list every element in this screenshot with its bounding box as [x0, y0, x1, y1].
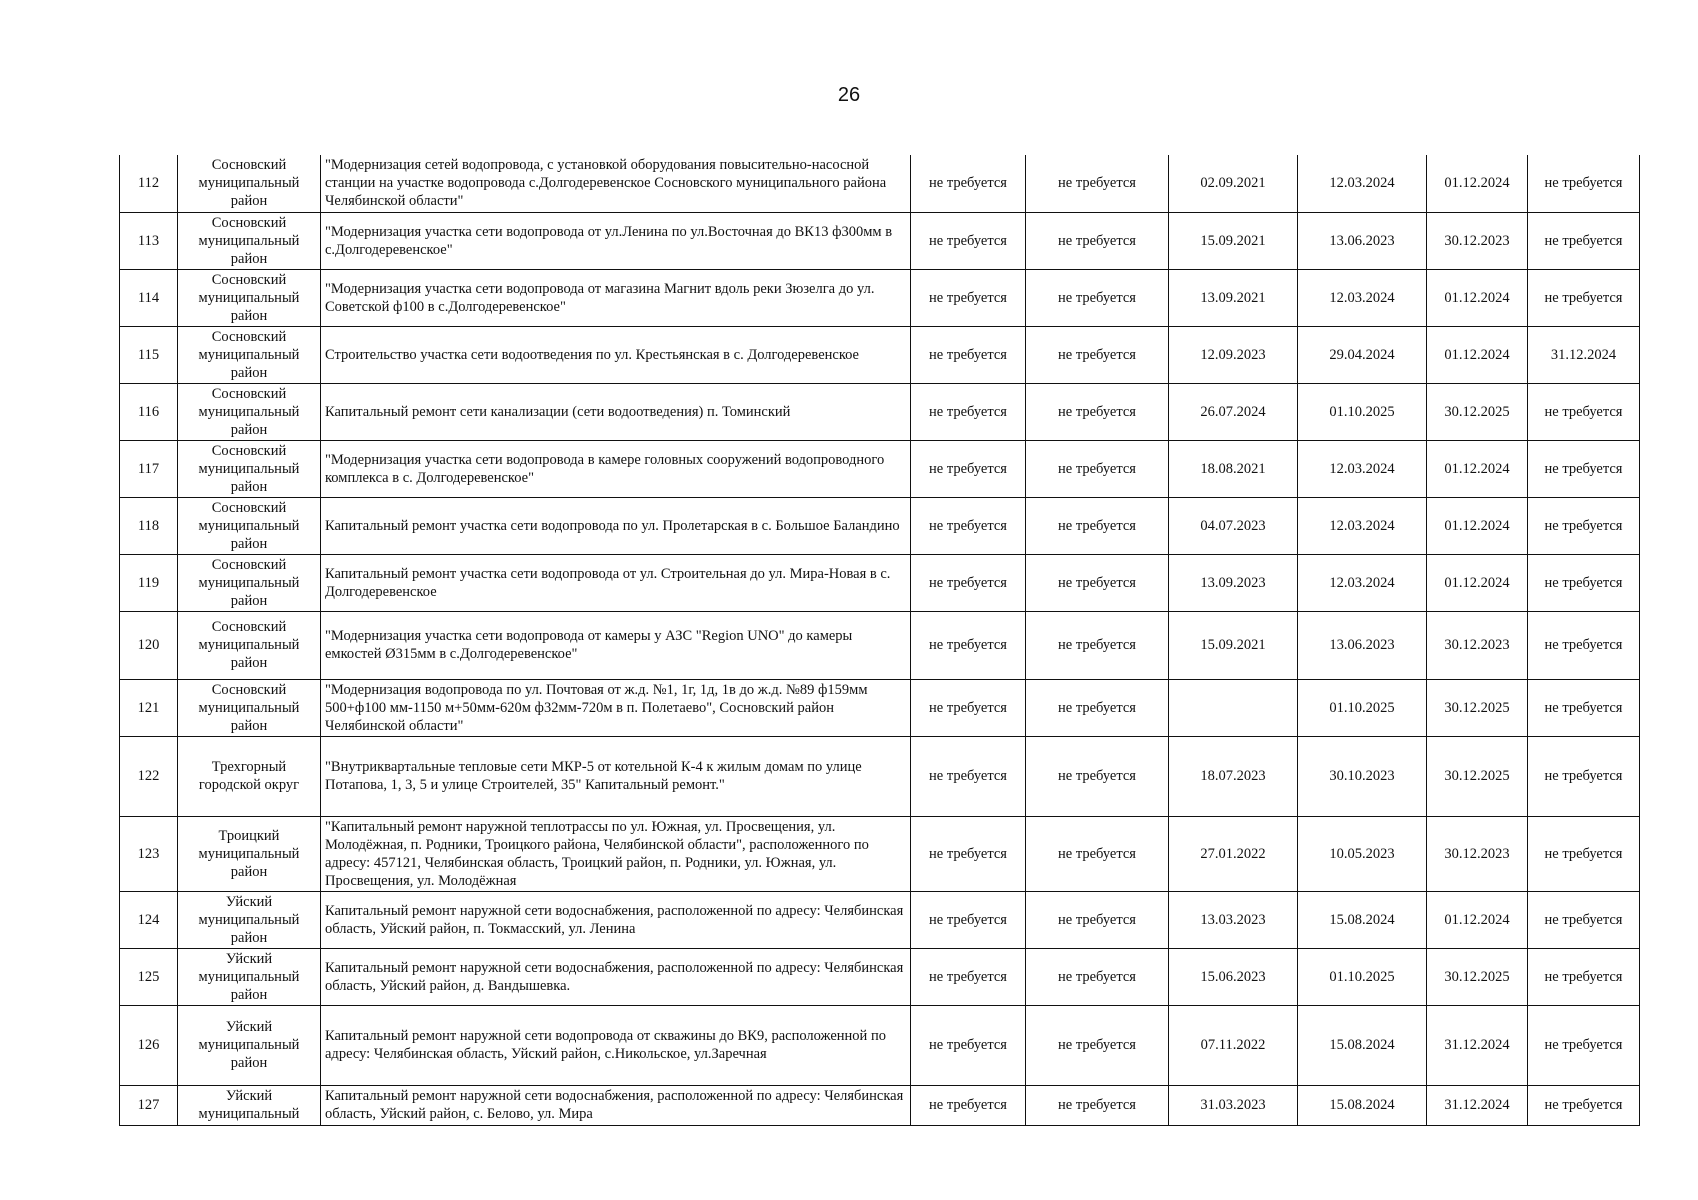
- description-cell: Капитальный ремонт наружной сети водопровода от скважины до ВК9, расположенной по адресу: Челябинская область, Уйский район, с.Никольское, ул.Заречная: [321, 1005, 911, 1085]
- date-cell-1: 26.07.2024: [1169, 383, 1298, 440]
- date-cell-2: 12.03.2024: [1298, 269, 1427, 326]
- date-cell-1: [1169, 679, 1298, 736]
- description-cell: "Капитальный ремонт наружной теплотрассы по ул. Южная, ул. Просвещения, ул. Молодёжная, п. Родники, Троицкого района, Челябинской области", расположенного по адресу: 457121, Челябинская область, Троицкий район, п. Родники, ул. Южная, ул. Просвещения, ул. Молодёжная: [321, 816, 911, 891]
- district-cell: Уйский муниципальный район: [178, 948, 321, 1005]
- district-cell: Сосновский муниципальный район: [178, 155, 321, 212]
- requirement-cell-2: не требуется: [1026, 948, 1169, 1005]
- table-row: [120, 736, 1640, 816]
- date-cell-3: 01.12.2024: [1427, 497, 1528, 554]
- date-cell-3: 30.12.2023: [1427, 816, 1528, 891]
- last-cell: не требуется: [1528, 736, 1640, 816]
- row-number: 117: [120, 440, 178, 497]
- table-row: [120, 326, 1640, 383]
- row-number: 127: [120, 1085, 178, 1125]
- page-number: 26: [837, 84, 861, 106]
- date-cell-2: 01.10.2025: [1298, 948, 1427, 1005]
- date-cell-3: 30.12.2025: [1427, 679, 1528, 736]
- last-cell: не требуется: [1528, 383, 1640, 440]
- district-cell: Сосновский муниципальный район: [178, 611, 321, 679]
- requirement-cell-2: не требуется: [1026, 816, 1169, 891]
- date-cell-1: 12.09.2023: [1169, 326, 1298, 383]
- last-cell: не требуется: [1528, 155, 1640, 212]
- requirement-cell-2: не требуется: [1026, 155, 1169, 212]
- date-cell-2: 12.03.2024: [1298, 155, 1427, 212]
- last-cell: не требуется: [1528, 611, 1640, 679]
- table-row: [120, 497, 1640, 554]
- requirement-cell-1: не требуется: [911, 554, 1026, 611]
- requirement-cell-1: не требуется: [911, 891, 1026, 948]
- requirement-cell-1: не требуется: [911, 816, 1026, 891]
- date-cell-3: 30.12.2025: [1427, 383, 1528, 440]
- row-number: 113: [120, 212, 178, 269]
- date-cell-2: 15.08.2024: [1298, 891, 1427, 948]
- table-row: [120, 155, 1640, 212]
- last-cell: не требуется: [1528, 497, 1640, 554]
- date-cell-3: 01.12.2024: [1427, 155, 1528, 212]
- row-number: 125: [120, 948, 178, 1005]
- description-cell: "Модернизация участка сети водопровода от магазина Магнит вдоль реки Зюзелга до ул. Советской ф100 в с.Долгодеревенское": [321, 269, 911, 326]
- requirement-cell-1: не требуется: [911, 1085, 1026, 1125]
- requirement-cell-2: не требуется: [1026, 891, 1169, 948]
- date-cell-3: 01.12.2024: [1427, 554, 1528, 611]
- last-cell: не требуется: [1528, 269, 1640, 326]
- date-cell-3: 30.12.2025: [1427, 736, 1528, 816]
- district-cell: Сосновский муниципальный район: [178, 212, 321, 269]
- date-cell-1: 15.09.2021: [1169, 212, 1298, 269]
- requirement-cell-1: не требуется: [911, 440, 1026, 497]
- requirement-cell-2: не требуется: [1026, 1085, 1169, 1125]
- row-number: 121: [120, 679, 178, 736]
- row-number: 122: [120, 736, 178, 816]
- table-row: [120, 1085, 1640, 1125]
- requirement-cell-1: не требуется: [911, 383, 1026, 440]
- requirement-cell-1: не требуется: [911, 1005, 1026, 1085]
- date-cell-2: 01.10.2025: [1298, 383, 1427, 440]
- requirement-cell-1: не требуется: [911, 269, 1026, 326]
- last-cell: 31.12.2024: [1528, 326, 1640, 383]
- district-cell: Трехгорный городской округ: [178, 736, 321, 816]
- table-row: [120, 816, 1640, 891]
- district-cell: Уйский муниципальный район: [178, 1005, 321, 1085]
- table-row: [120, 440, 1640, 497]
- requirement-cell-2: не требуется: [1026, 497, 1169, 554]
- district-cell: Сосновский муниципальный район: [178, 497, 321, 554]
- table-row: [120, 611, 1640, 679]
- description-cell: Капитальный ремонт наружной сети водоснабжения, расположенной по адресу: Челябинская область, Уйский район, д. Вандышевка.: [321, 948, 911, 1005]
- table-row: [120, 948, 1640, 1005]
- description-cell: Капитальный ремонт наружной сети водоснабжения, расположенной по адресу: Челябинская область, Уйский район, п. Токмасский, ул. Ленина: [321, 891, 911, 948]
- description-cell: "Внутриквартальные тепловые сети МКР-5 от котельной К-4 к жилым домам по улице Потапова, 1, 3, 5 и улице Строителей, 35" Капитальный ремонт.": [321, 736, 911, 816]
- requirement-cell-2: не требуется: [1026, 554, 1169, 611]
- date-cell-3: 30.12.2025: [1427, 948, 1528, 1005]
- table-row: [120, 554, 1640, 611]
- last-cell: не требуется: [1528, 212, 1640, 269]
- district-cell: Сосновский муниципальный район: [178, 269, 321, 326]
- date-cell-2: 15.08.2024: [1298, 1005, 1427, 1085]
- district-cell: Сосновский муниципальный район: [178, 679, 321, 736]
- row-number: 118: [120, 497, 178, 554]
- row-number: 126: [120, 1005, 178, 1085]
- row-number: 119: [120, 554, 178, 611]
- date-cell-3: 01.12.2024: [1427, 269, 1528, 326]
- table-row: [120, 891, 1640, 948]
- description-cell: Строительство участка сети водоотведения по ул. Крестьянская в с. Долгодеревенское: [321, 326, 911, 383]
- date-cell-2: 12.03.2024: [1298, 554, 1427, 611]
- last-cell: не требуется: [1528, 554, 1640, 611]
- date-cell-1: 31.03.2023: [1169, 1085, 1298, 1125]
- date-cell-2: 15.08.2024: [1298, 1085, 1427, 1125]
- district-cell: Троицкий муниципальный район: [178, 816, 321, 891]
- row-number: 120: [120, 611, 178, 679]
- requirement-cell-2: не требуется: [1026, 611, 1169, 679]
- date-cell-1: 13.09.2023: [1169, 554, 1298, 611]
- date-cell-1: 18.08.2021: [1169, 440, 1298, 497]
- date-cell-2: 13.06.2023: [1298, 611, 1427, 679]
- description-cell: Капитальный ремонт участка сети водопровода по ул. Пролетарская в с. Большое Баландино: [321, 497, 911, 554]
- requirement-cell-1: не требуется: [911, 212, 1026, 269]
- row-number: 116: [120, 383, 178, 440]
- date-cell-1: 13.09.2021: [1169, 269, 1298, 326]
- requirement-cell-1: не требуется: [911, 679, 1026, 736]
- requirement-cell-2: не требуется: [1026, 383, 1169, 440]
- requirement-cell-2: не требуется: [1026, 679, 1169, 736]
- district-cell: Уйский муниципальный: [178, 1085, 321, 1125]
- row-number: 123: [120, 816, 178, 891]
- description-cell: "Модернизация сетей водопровода, с установкой оборудования повысительно-насосной станции на участке водопровода с.Долгодеревенское Сосновского муниципального района Челябинской области": [321, 155, 911, 212]
- district-cell: Уйский муниципальный район: [178, 891, 321, 948]
- last-cell: не требуется: [1528, 1005, 1640, 1085]
- description-cell: "Модернизация участка сети водопровода от ул.Ленина по ул.Восточная до ВК13 ф300мм в с.Долгодеревенское": [321, 212, 911, 269]
- requirement-cell-1: не требуется: [911, 497, 1026, 554]
- description-cell: Капитальный ремонт участка сети водопровода от ул. Строительная до ул. Мира-Новая в с. Долгодеревенское: [321, 554, 911, 611]
- table-row: [120, 1005, 1640, 1085]
- requirement-cell-1: не требуется: [911, 948, 1026, 1005]
- date-cell-3: 30.12.2023: [1427, 611, 1528, 679]
- last-cell: не требуется: [1528, 891, 1640, 948]
- date-cell-2: 10.05.2023: [1298, 816, 1427, 891]
- date-cell-3: 30.12.2023: [1427, 212, 1528, 269]
- table-row: [120, 679, 1640, 736]
- date-cell-2: 13.06.2023: [1298, 212, 1427, 269]
- table-row: [120, 383, 1640, 440]
- row-number: 112: [120, 155, 178, 212]
- requirement-cell-1: не требуется: [911, 155, 1026, 212]
- requirement-cell-1: не требуется: [911, 326, 1026, 383]
- requirement-cell-1: не требуется: [911, 611, 1026, 679]
- date-cell-1: 13.03.2023: [1169, 891, 1298, 948]
- table-row: [120, 212, 1640, 269]
- row-number: 115: [120, 326, 178, 383]
- date-cell-2: 30.10.2023: [1298, 736, 1427, 816]
- description-cell: Капитальный ремонт сети канализации (сети водоотведения) п. Томинский: [321, 383, 911, 440]
- description-cell: "Модернизация участка сети водопровода от камеры у АЗС "Region UNO" до камеры емкостей Ø315мм в с.Долгодеревенское": [321, 611, 911, 679]
- date-cell-1: 27.01.2022: [1169, 816, 1298, 891]
- date-cell-1: 04.07.2023: [1169, 497, 1298, 554]
- date-cell-2: 12.03.2024: [1298, 440, 1427, 497]
- district-cell: Сосновский муниципальный район: [178, 554, 321, 611]
- table-body: [120, 155, 1640, 1125]
- description-cell: Капитальный ремонт наружной сети водоснабжения, расположенной по адресу: Челябинская область, Уйский район, с. Белово, ул. Мира: [321, 1085, 911, 1125]
- last-cell: не требуется: [1528, 440, 1640, 497]
- date-cell-3: 01.12.2024: [1427, 440, 1528, 497]
- district-cell: Сосновский муниципальный район: [178, 440, 321, 497]
- district-cell: Сосновский муниципальный район: [178, 383, 321, 440]
- date-cell-3: 01.12.2024: [1427, 326, 1528, 383]
- requirement-cell-1: не требуется: [911, 736, 1026, 816]
- last-cell: не требуется: [1528, 679, 1640, 736]
- row-number: 114: [120, 269, 178, 326]
- date-cell-2: 12.03.2024: [1298, 497, 1427, 554]
- requirement-cell-2: не требуется: [1026, 1005, 1169, 1085]
- date-cell-2: 01.10.2025: [1298, 679, 1427, 736]
- date-cell-3: 31.12.2024: [1427, 1005, 1528, 1085]
- date-cell-3: 31.12.2024: [1427, 1085, 1528, 1125]
- requirement-cell-2: не требуется: [1026, 326, 1169, 383]
- date-cell-3: 01.12.2024: [1427, 891, 1528, 948]
- table-row: [120, 269, 1640, 326]
- date-cell-1: 02.09.2021: [1169, 155, 1298, 212]
- district-cell: Сосновский муниципальный район: [178, 326, 321, 383]
- date-cell-1: 15.09.2021: [1169, 611, 1298, 679]
- date-cell-1: 07.11.2022: [1169, 1005, 1298, 1085]
- last-cell: не требуется: [1528, 1085, 1640, 1125]
- requirement-cell-2: не требуется: [1026, 269, 1169, 326]
- requirement-cell-2: не требуется: [1026, 736, 1169, 816]
- last-cell: не требуется: [1528, 948, 1640, 1005]
- requirement-cell-2: не требуется: [1026, 440, 1169, 497]
- date-cell-1: 15.06.2023: [1169, 948, 1298, 1005]
- description-cell: "Модернизация водопровода по ул. Почтовая от ж.д. №1, 1г, 1д, 1в до ж.д. №89 ф159мм 500+ф100 мм-1150 м+50мм-620м ф32мм-720м в п. Полетаево", Сосновский район Челябинской области": [321, 679, 911, 736]
- description-cell: "Модернизация участка сети водопровода в камере головных сооружений водопроводного комплекса в с. Долгодеревенское": [321, 440, 911, 497]
- last-cell: не требуется: [1528, 816, 1640, 891]
- date-cell-2: 29.04.2024: [1298, 326, 1427, 383]
- projects-table: [119, 155, 1640, 1126]
- row-number: 124: [120, 891, 178, 948]
- date-cell-1: 18.07.2023: [1169, 736, 1298, 816]
- requirement-cell-2: не требуется: [1026, 212, 1169, 269]
